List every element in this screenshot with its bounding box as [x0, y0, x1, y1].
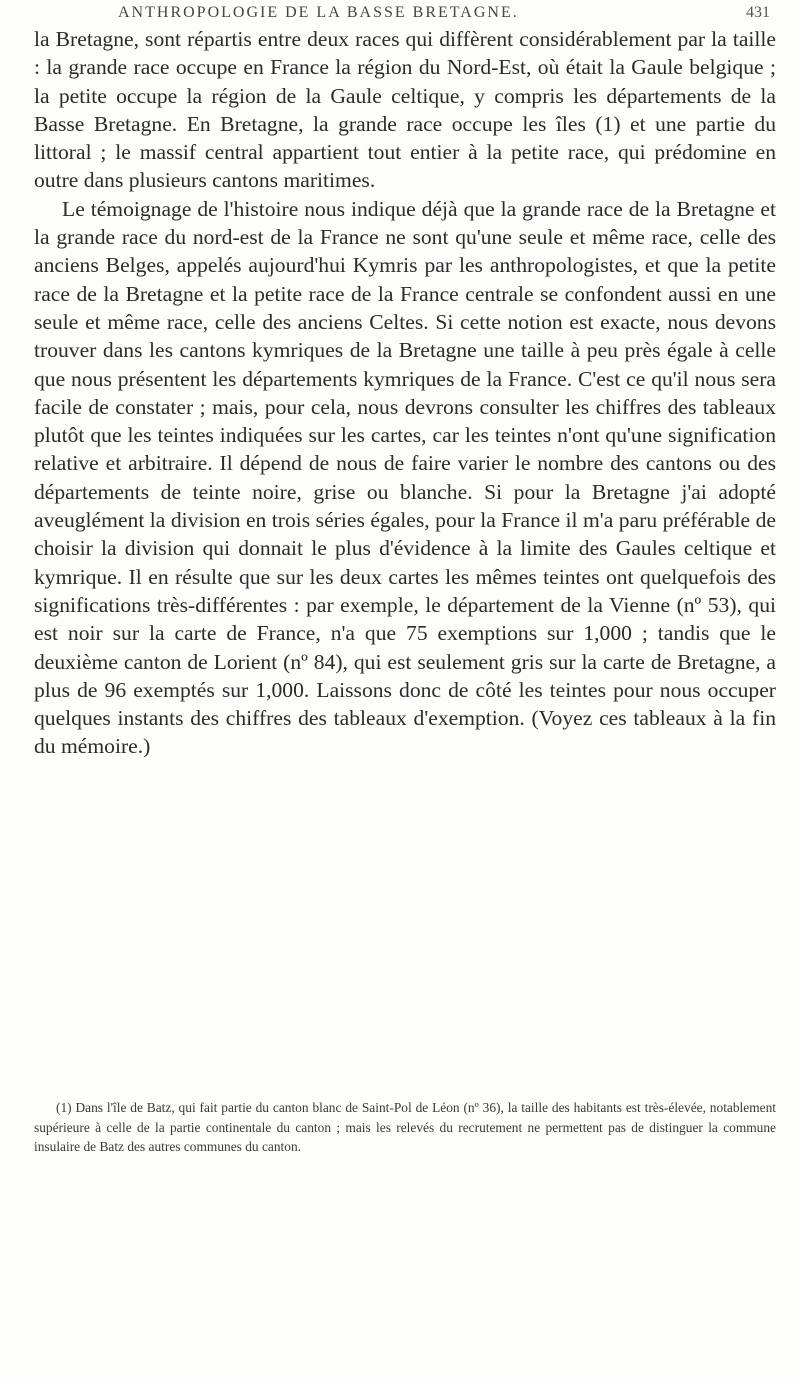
body-text	[34, 25, 776, 761]
footnote: (1) Dans l'île de Batz, qui fait partie du canton blanc de Saint-Pol de Léon (nº 36), la taille des habitants est très-élevée, notablement supérieure à celle de la partie continentale du canton ; mais les relevés du recrutement ne permettent pas de distinguer la commune insulaire de Batz des autres communes du canton.	[34, 1100, 776, 1154]
paragraph-temoignage: Le témoignage de l'histoire nous indique déjà que la grande race de la Bretagne et la grande race du nord-est de la France ne sont qu'une seule et même race, celle des anciens Belges, appelés aujourd'hui Kymris par les anthropologistes, et que la petite race de la Bretagne et la petite race de la France centrale se confondent aussi en une seule et même race, celle des anciens Celtes. Si cette notion est exacte, nous devons trouver dans les cantons kymriques de la Bretagne une taille à peu près égale à celle que nous présentent les départements kymriques de la France. C'est ce qu'il nous sera facile de constater ; mais, pour cela, nous devrons consulter les chiffres des tableaux plutôt que les teintes indiquées sur les cartes, car les teintes n'ont qu'une signification relative et arbitraire. Il dépend de nous de faire varier le nombre des cantons ou des départements de teinte noire, grise ou blanche. Si pour la Bretagne j'ai adopté aveuglément la division en trois séries égales, pour la France il m'a paru préférable de choisir la division qui donnait le plus d'évidence à la limite des Gaules celtique et kymrique. Il en résulte que sur les deux cartes les mêmes teintes ont quelquefois des significations très-différentes : par exemple, le département de la Vienne (nº 53), qui est noir sur la carte de France, n'a que 75 exemptions sur 1,000 ; tandis que le deuxième canton de Lorient (nº 84), qui est seulement gris sur la carte de Bretagne, a plus de 96 exemptés sur 1,000. Laissons donc de côté les teintes pour nous occuper quelques instants des chiffres des tableaux d'exemption. (Voyez ces tableaux à la fin du mémoire.)	[34, 196, 776, 759]
running-title: ANTHROPOLOGIE DE LA BASSE BRETAGNE.	[118, 4, 519, 21]
running-head	[0, 2, 800, 24]
page-number: 431	[746, 4, 770, 21]
paragraph-continuation: la Bretagne, sont répartis entre deux races qui diffèrent considérablement par la taille : la grande race occupe en France la région du Nord-Est, où était la Gaule belgique ; la petite occupe la région de la Gaule celtique, y compris les départements de la Basse Bretagne. En Bretagne, la grande race occupe les îles (1) et une partie du littoral ; le massif central appartient tout entier à la petite race, qui prédomine en outre dans plusieurs cantons maritimes.	[34, 27, 776, 193]
